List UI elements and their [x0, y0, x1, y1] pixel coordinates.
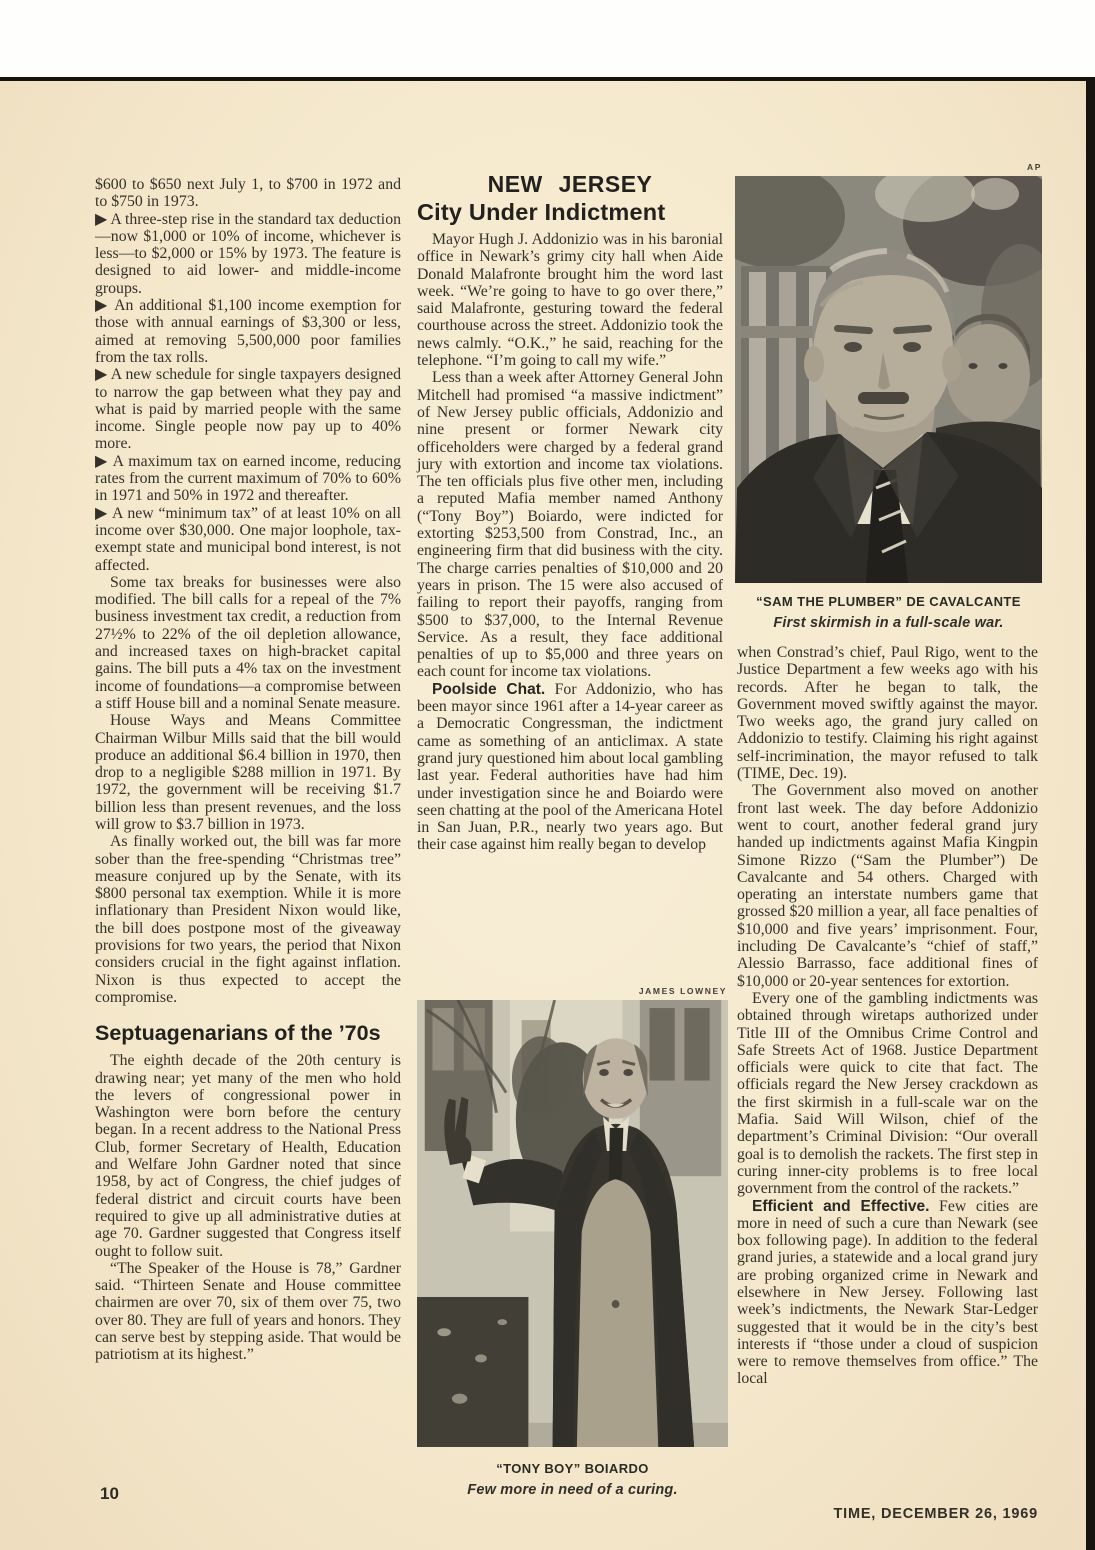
bullet-item: ▶ An additional $1,100 income exemption for those with annual earnings of $3,300 or less, aimed at removing 5,500,000 poor families from the tax rolls.	[95, 297, 401, 366]
bullet-item: ▶ A three-step rise in the standard tax deduction—now $1,000 or 10% of income, whichever is less—to $2,000 or 15% by 1973. The feature is designed to aid lower- and middle-income groups.	[95, 210, 401, 297]
photo-caption: “SAM THE PLUMBER” DE CAVALCANTE	[756, 594, 1021, 609]
runin-heading: Efficient and Effective.	[752, 1197, 930, 1215]
photo-boiardo	[417, 1000, 728, 1447]
body-paragraph: The Government also moved on another front last week. The day before Addonizio went to court, another federal grand jury handed up indictments against Mafia Kingpin Simone Rizzo (“Sam the Plumber”) De Cavalcante and 54 others. Charged with operating an interstate numbers game that grossed $20 million a year, all face penalties of $10,000 and five years’ imprisonment. Four, including De Cavalcante’s “chief of staff,” Alessio Barrasso, face additional fines of $10,000 or 20-year sentences for extortion.	[737, 782, 1038, 990]
body-paragraph	[737, 1198, 1038, 1388]
photo-subcaption: Few more in need of a curing.	[467, 1482, 678, 1498]
paragraph-text: Few cities are more in need of such a cure than Newark (see box following page). In addition to the federal grand juries, a statewide and a local grand jury are probing organized crime in Newark and elsewhere in New Jersey. Following last week’s indictments, the Newark Star-Ledger suggested that it would be in the city’s best interests if “those under a cloud of suspicion were to remove themselves from office.” The local	[737, 1197, 1039, 1388]
page-right-edge	[1086, 81, 1095, 1550]
body-paragraph: House Ways and Means Committee Chairman Wilbur Mills said that the bill would produce an additional $6.4 billion in 1970, then drop to a negligible $288 million in 1971. By 1972, the government will be receiving $1.7 billion less than present revenues, and the loss will grow to $3.7 billion in 1973.	[95, 712, 401, 833]
magazine-footer: TIME, DECEMBER 26, 1969	[833, 1506, 1038, 1522]
body-paragraph	[417, 681, 723, 854]
section-title: Septuagenarians of the ’70s	[95, 1021, 381, 1046]
bullet-item: ▶ A new schedule for single taxpayers designed to narrow the gap between what they pay and what is paid by married people with the same income. Single people now pay up to 40% more.	[95, 366, 401, 453]
boiardo-illustration	[417, 1000, 728, 1447]
left-column	[95, 176, 401, 1364]
body-paragraph: when Constrad’s chief, Paul Rigo, went to the Justice Department a few weeks ago with his records. After he began to talk, the Government moved swiftly against the mayor. Two weeks ago, the grand jury called on Addonizio to testify. Claiming his right against self-incrimination, the mayor refused to talk (TIME, Dec. 19).	[737, 644, 1038, 783]
body-paragraph: Every one of the gambling indictments was obtained through wiretaps authorized under Title III of the Omnibus Crime Control and Safe Streets Act of 1968. Justice Department officials were quick to cite that fact. The officials regard the New Jersey crackdown as the first skirmish in a full-scale war on the Mafia. Said Will Wilson, chief of the department’s Criminal Division: “Our overall goal is to demolish the rackets. The first step in curing inner-city problems is to free local government from the control of the rackets.”	[737, 989, 1038, 1198]
body-paragraph: “The Speaker of the House is 78,” Gardner said. “Thirteen Senate and House committee chairmen are over 70, six of them over 75, two over 80. They are full of years and honors. They can serve best by stepping aside. That would be patriotism at its highest.”	[95, 1259, 401, 1364]
photo-de-cavalcante	[735, 176, 1042, 583]
photo-credit: JAMES LOWNEY	[638, 986, 727, 996]
de-cavalcante-illustration	[735, 176, 1042, 583]
bullet-item: ▶ A new “minimum tax” of at least 10% on all income over $30,000. One major loophole, tax-exempt state and municipal bond interest, is not affected.	[95, 504, 401, 574]
body-paragraph: As finally worked out, the bill was far more sober than the free-spending “Christmas tree” measure conjured up by the Senate, with its $800 personal tax exemption. While it is more inflationary than President Nixon would like, the bill does postpone most of the giveaway provisions for two years, the period that Nixon considers crucial in the fight against inflation. Nixon is thus expected to accept the compromise.	[95, 833, 401, 1006]
article-headline: City Under Indictment	[417, 199, 666, 225]
section-kicker: NEW JERSEY	[487, 171, 653, 197]
body-paragraph: Mayor Hugh J. Addonizio was in his baronial office in Newark’s grimy city hall when Aide Donald Malafronte brought him the word last week. “We’re going to have to go over there,” said Malafronte, gesturing toward the federal courthouse across the street. Addonizio took the news calmly. “O.K.,” he said, reaching for the telephone. “I’m going to call my wife.”	[417, 231, 723, 370]
runin-heading: Poolside Chat.	[432, 680, 546, 698]
body-paragraph: The eighth decade of the 20th century is drawing near; yet many of the men who hold the levers of congressional power in Washington were born before the century began. In a recent address to the National Press Club, former Secretary of Health, Education and Welfare John Gardner noted that since 1958, by act of Congress, the chief judges of federal district and circuit courts have been required to give up all administrative duties at age 70. Gardner suggested that Congress itself ought to follow suit.	[95, 1052, 401, 1260]
body-paragraph: Some tax breaks for businesses were also modified. The bill calls for a repeal of the 7% business investment tax credit, a reduction from 27½% to 22% of the oil depletion allowance, and increased taxes on high-bracket capital gains. The bill puts a 4% tax on the investment income of foundations—a compromise between a stiff House bill and a nominal Senate measure.	[95, 573, 401, 712]
photo-caption: “TONY BOY” BOIARDO	[496, 1461, 649, 1476]
paragraph-text: For Addonizio, who has been mayor since 1961 after a 14-year career as a Democratic Congressman, the indictment came as something of an anticlimax. A state grand jury questioned him about local gambling last year. Federal authorities have had him under investigation since he and Boiardo were seen chatting at the pool of the Americana Hotel in San Juan, P.R., nearly two years ago. But their case against him really began to develop	[417, 680, 723, 854]
photo-credit: AP	[1026, 162, 1042, 172]
right-column	[737, 644, 1038, 1388]
body-paragraph: $600 to $650 next July 1, to $700 in 1972 and to $750 in 1973.	[95, 176, 401, 211]
middle-column	[417, 172, 723, 854]
bullet-item: ▶ A maximum tax on earned income, reducing rates from the current maximum of 70% to 60% in 1971 and 50% in 1972 and thereafter.	[95, 452, 401, 505]
photo-subcaption: First skirmish in a full-scale war.	[773, 615, 1004, 631]
body-paragraph: Less than a week after Attorney General John Mitchell had promised “a massive indictment” of New Jersey public officials, Addonizio and nine present or former Newark city officeholders were charged by a federal grand jury with extortion and income tax violations. The ten officials plus five other men, including a reputed Mafia member named Anthony (“Tony Boy”) Boiardo, were indicted for extorting $253,500 from Constrad, Inc., an engineering firm that did business with the city. The charge carries penalties of $10,000 and 20 years in prison. The 15 were also accused of failing to report their payoffs, ranging from $500 to $37,000, to the Internal Revenue Service. As a result, they face additional penalties of up to $5,000 and three years on each count for income tax violations.	[417, 369, 723, 681]
page-number: 10	[100, 1484, 119, 1503]
